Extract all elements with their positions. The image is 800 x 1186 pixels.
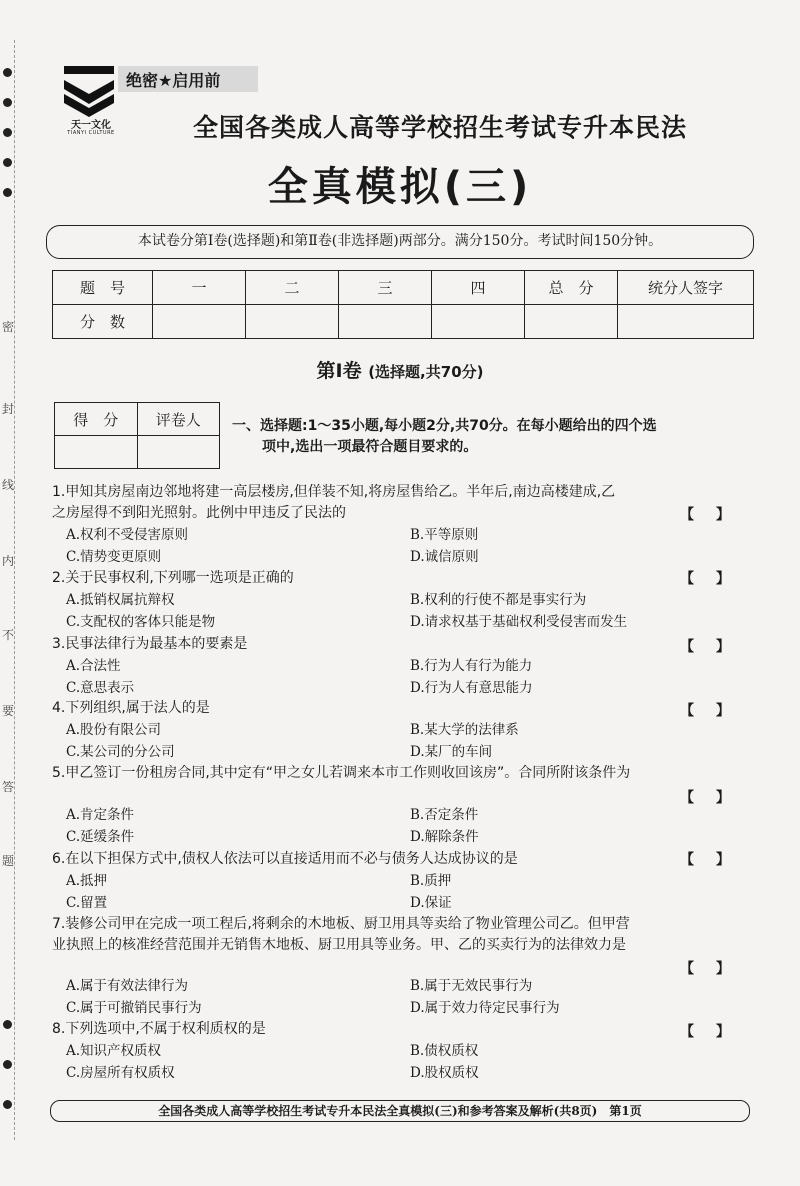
option-b: B.否定条件: [410, 807, 479, 823]
option-b: B.行为人有行为能力: [410, 658, 533, 674]
question-stem: 7.装修公司甲在完成一项工程后,将剩余的木地板、厨卫用具等卖给了物业管理公司乙。但甲营: [52, 916, 630, 932]
score-header-cell: 题 号: [53, 271, 153, 305]
score-table-header-row: [53, 271, 754, 305]
question-stem: 业执照上的核准经营范围并无销售木地板、厨卫用具等业务。甲、乙的买卖行为的法律效力是: [52, 937, 626, 953]
question-item: [52, 914, 752, 1022]
exam-notice: 本试卷分第Ⅰ卷(选择题)和第Ⅱ卷(非选择题)两部分。满分150分。考试时间150分钟。: [46, 225, 754, 259]
question-item: [52, 763, 752, 851]
section-title: 第Ⅰ卷: [316, 360, 362, 382]
section-instructions: [232, 416, 752, 458]
option-c: C.房屋所有权质权: [66, 1065, 175, 1081]
instructions-line: 项中,选出一项最符合题目要求的。: [262, 439, 478, 455]
score-cell[interactable]: [339, 305, 432, 339]
option-a: A.肯定条件: [66, 807, 135, 823]
option-a: A.合法性: [66, 658, 121, 674]
main-title: 全真模拟(三): [267, 164, 533, 210]
option-d: D.解除条件: [410, 829, 479, 845]
question-stem: 8.下列选项中,不属于权利质权的是: [52, 1021, 266, 1037]
option-d: D.股权质权: [410, 1065, 479, 1081]
question-stem: 之房屋得不到阳光照射。此例中甲违反了民法的: [52, 505, 346, 521]
answer-bracket[interactable]: 【】: [680, 1024, 752, 1040]
option-d: D.行为人有意思能力: [410, 680, 533, 696]
option-b: B.平等原则: [410, 527, 479, 543]
score-header-cell: 二: [246, 271, 339, 305]
score-header-cell: 三: [339, 271, 432, 305]
binding-hole-icon: [3, 98, 12, 107]
score-cell[interactable]: [618, 305, 754, 339]
question-item: [52, 634, 752, 700]
answer-bracket[interactable]: 【】: [680, 507, 752, 523]
score-header-cell: 四: [432, 271, 525, 305]
answer-bracket[interactable]: 【】: [680, 961, 752, 977]
option-d: D.诚信原则: [410, 549, 479, 565]
option-b: B.质押: [410, 873, 452, 889]
binding-margin-char: 答: [1, 780, 14, 794]
binding-hole-icon: [3, 68, 12, 77]
binding-margin-char: 密: [1, 320, 14, 334]
page-footer: 全国各类成人高等学校招生考试专升本民法全真模拟(三)和参考答案及解析(共8页) 第1页: [50, 1100, 750, 1122]
score-row-label: 分 数: [53, 305, 153, 339]
question-stem: 2.关于民事权利,下列哪一选项是正确的: [52, 570, 294, 586]
answer-bracket[interactable]: 【】: [680, 790, 752, 806]
instructions-line: 一、选择题:1～35小题,每小题2分,共70分。在每小题给出的四个选: [232, 418, 657, 434]
option-a: A.权利不受侵害原则: [66, 527, 189, 543]
binding-margin-char: 要: [1, 704, 14, 718]
question-item: [52, 698, 752, 764]
score-header-cell: 一: [153, 271, 246, 305]
score-cell[interactable]: [153, 305, 246, 339]
exam-title: 全国各类成人高等学校招生考试专升本民法: [192, 113, 687, 142]
option-c: C.延缓条件: [66, 829, 135, 845]
binding-margin-char: 不: [1, 628, 14, 642]
binding-hole-icon: [3, 128, 12, 137]
logo-caption: 天一文化: [71, 120, 111, 131]
option-a: A.知识产权质权: [66, 1043, 162, 1059]
answer-bracket[interactable]: 【】: [680, 639, 752, 655]
binding-margin-char: 线: [1, 478, 14, 492]
option-c: C.意思表示: [66, 680, 135, 696]
question-stem: 3.民事法律行为最基本的要素是: [52, 636, 248, 652]
score-header-cell: 总 分: [525, 271, 618, 305]
option-a: A.抵押: [66, 873, 108, 889]
score-cell[interactable]: [525, 305, 618, 339]
question-item: [52, 1019, 752, 1085]
section-subtitle: (选择题,共70分): [368, 363, 484, 381]
question-item: [52, 849, 752, 915]
score-cell[interactable]: [246, 305, 339, 339]
option-a: A.抵销权属抗辩权: [66, 592, 175, 608]
answer-bracket[interactable]: 【】: [680, 571, 752, 587]
option-c: C.属于可撤销民事行为: [66, 1000, 202, 1016]
option-c: C.支配权的客体只能是物: [66, 614, 216, 630]
option-d: D.请求权基于基础权利受侵害而发生: [410, 614, 628, 630]
question-stem: 6.在以下担保方式中,债权人依法可以直接适用而不必与债务人达成协议的是: [52, 851, 518, 867]
score-cell[interactable]: [432, 305, 525, 339]
logo-subcaption: TIANYI CULTURE: [67, 130, 115, 136]
section-heading: [0, 356, 800, 383]
option-a: A.股份有限公司: [66, 722, 162, 738]
question-stem: 1.甲知其房屋南边邻地将建一高层楼房,但佯装不知,将房屋售给乙。半年后,南边高楼建成,乙: [52, 484, 616, 500]
binding-hole-icon: [3, 1020, 12, 1029]
grader-score-label: 得 分: [55, 403, 138, 436]
grader-score-cell[interactable]: [55, 436, 138, 469]
option-c: C.留置: [66, 895, 108, 911]
grader-name-label: 评卷人: [137, 403, 219, 436]
answer-bracket[interactable]: 【】: [680, 852, 752, 868]
grader-table: [54, 402, 220, 469]
question-stem: 5.甲乙签订一份租房合同,其中定有“甲之女儿若调来本市工作则收回该房”。合同所附该条件为: [52, 765, 631, 781]
binding-margin-char: 内: [1, 554, 14, 568]
option-d: D.属于效力待定民事行为: [410, 1000, 560, 1016]
secret-tag: 绝密★启用前: [118, 66, 258, 92]
binding-margin-char: 题: [1, 854, 14, 868]
option-d: D.某厂的车间: [410, 744, 493, 760]
option-c: C.情势变更原则: [66, 549, 162, 565]
question-stem: 4.下列组织,属于法人的是: [52, 700, 210, 716]
grader-name-cell[interactable]: [137, 436, 219, 469]
binding-hole-icon: [3, 1100, 12, 1109]
answer-bracket[interactable]: 【】: [680, 703, 752, 719]
binding-margin-char: 封: [1, 402, 14, 416]
score-table-value-row: [53, 305, 754, 339]
option-c: C.某公司的分公司: [66, 744, 175, 760]
option-b: B.属于无效民事行为: [410, 978, 533, 994]
question-item: [52, 482, 752, 570]
score-table: [52, 270, 754, 339]
question-item: [52, 568, 752, 634]
option-a: A.属于有效法律行为: [66, 978, 189, 994]
binding-hole-icon: [3, 1060, 12, 1069]
option-d: D.保证: [410, 895, 452, 911]
score-header-cell: 统分人签字: [618, 271, 754, 305]
option-b: B.债权质权: [410, 1043, 479, 1059]
option-b: B.某大学的法律系: [410, 722, 519, 738]
option-b: B.权利的行使不都是事实行为: [410, 592, 587, 608]
